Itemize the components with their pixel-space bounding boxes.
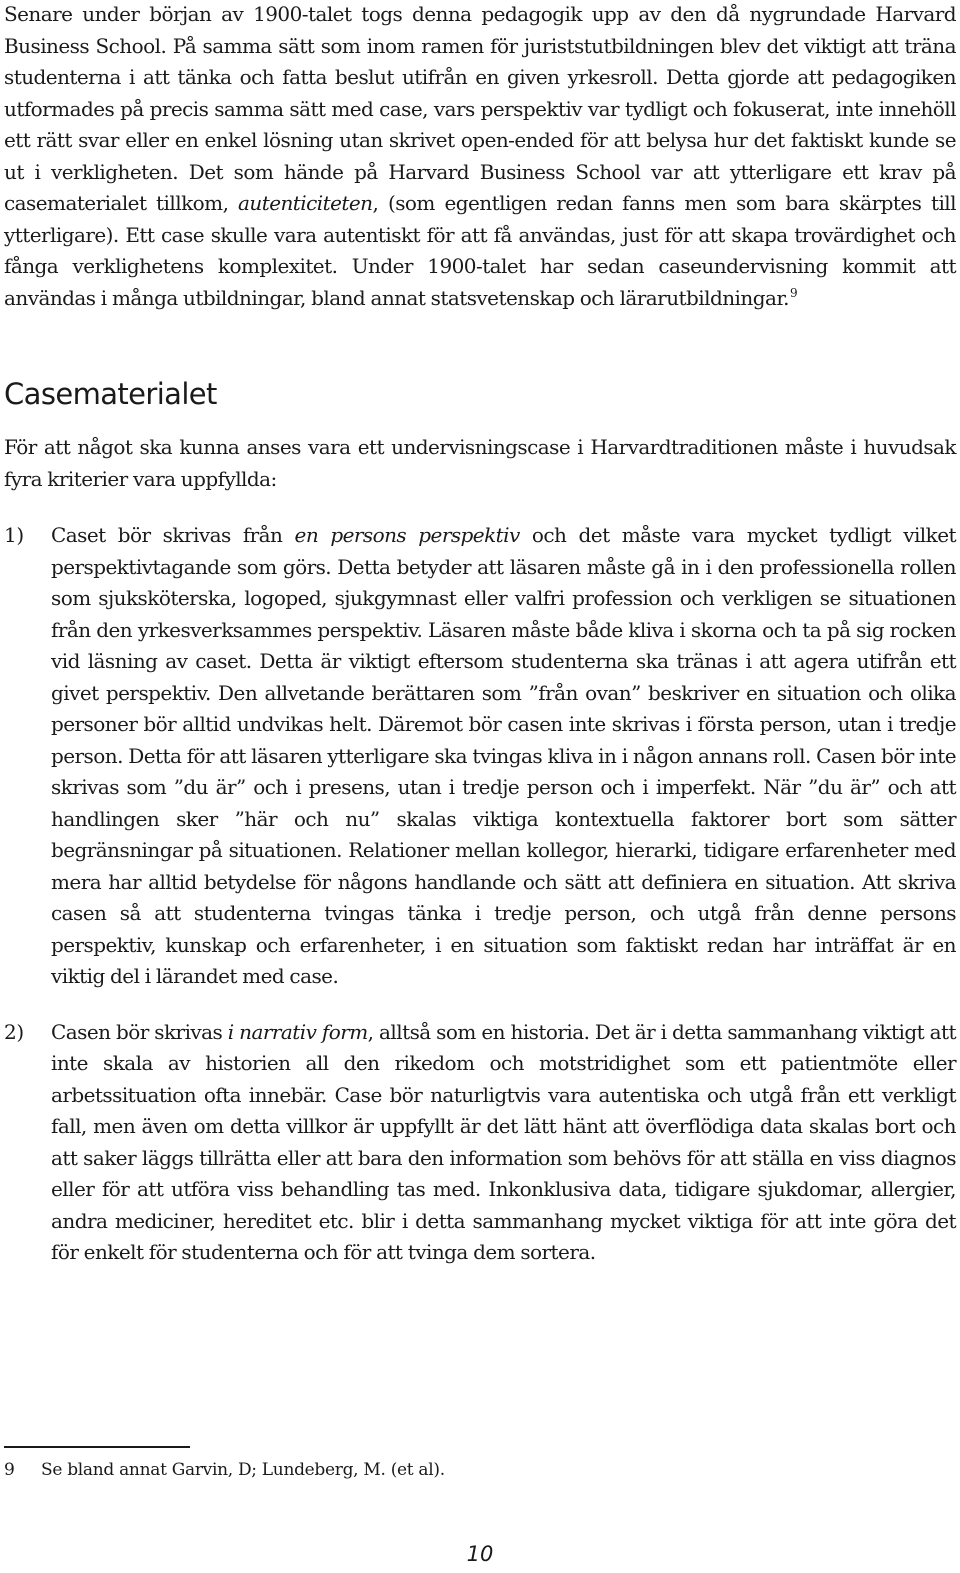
criteria-text-part-2: och det måste vara mycket tydligt vilket perspektivtagande som görs. Detta betyder att läsaren måste gå in i den professionella rollen som sjuksköterska, logoped, sjukgymnast eller valfri profession och verkligen se situationen från den yrkesverksammes perspektiv. Läsaren måste både kliva i skorna och ta på sig rocken vid läsning av caset. Detta är viktigt eftersom studenterna ska tränas i att agera utifrån ett givet perspektiv. Den allvetande berättaren som ”från ovan” beskriver en situation och olika personer bör alltid undvikas helt. Däremot bör casen inte skrivas i första person, utan i tredje person. Detta för att läsaren ytterligare ska tvingas kliva in i någon annans roll. Casen bör inte skrivas som ”du är” och i presens, utan i tredje person och i imperfekt. När ”du är” och att handlingen sker ”här och nu” skalas viktiga kontextuella faktorer bort som sätter begränsningar på situationen. Relationer mellan kollegor, hierarki, tidigare erfarenheter med mera har alltid betydelse för någons handlande och sätt att definiera en situation. Att skriva casen så att studenterna tvingas tänka i tredje person, och utgå från denne persons perspektiv, kunskap och erfarenheter, i en situation som faktiskt redan har inträffat är en viktig del i lärandet med case.: [51, 523, 956, 988]
intro-text-part-2: , (som egentligen redan fanns men som bara skärptes till ytterligare). Ett case skulle vara autentiskt för att få användas, just för att skapa trovärdighet och fånga verklighetens komplexitet. Under 1900-talet har sedan caseundervisning kommit att användas i många utbildningar, bland annat statsvetenskap och lärarutbildningar.: [4, 191, 956, 310]
intro-emphasis: autenticiteten: [238, 191, 373, 215]
page-number: 10: [466, 1542, 494, 1566]
footnote-reference[interactable]: 9: [789, 285, 798, 300]
criteria-emphasis: en persons perspektiv: [294, 523, 520, 547]
footnote-divider: [4, 1446, 190, 1448]
criteria-list: [4, 520, 956, 1269]
criteria-item: [4, 1017, 956, 1269]
intro-paragraph: [4, 0, 956, 314]
criteria-number: 2): [4, 1019, 24, 1044]
criteria-text-part-1: Caset bör skrivas från: [51, 523, 295, 547]
intro-text-part-1: Senare under början av 1900-talet togs denna pedagogik upp av den då nygrundade Harvard Business School. På samma sätt som inom ramen för juriststutbildningen blev det viktigt att träna studenterna i att tänka och fatta beslut utifrån en given yrkesroll. Detta gjorde att pedagogiken utformades på precis samma sätt med case, vars perspektiv var tydligt och fokuserat, inte innehöll ett rätt svar eller en enkel lösning utan skrivet open-ended för att belysa hur det faktiskt kunde se ut i verkligheten. Det som hände på Harvard Business School var att ytterligare ett krav på casematerialet tillkom,: [4, 2, 956, 215]
section-heading: Casematerialet: [4, 377, 217, 411]
criteria-text-part-2: , alltså som en historia. Det är i detta sammanhang viktigt att inte skala av historien all den rikedom och motstridighet som ett patientmöte eller arbetssituation ofta innebär. Case bör naturligtvis vara autentiska och utgå från ett verkligt fall, men även om detta villkor är uppfyllt är det lätt hänt att överflödiga data skalas bort och att saker läggs tillrätta eller att bara den information som behövs för att ställa en viss diagnos eller för att utföra viss behandling tas med. Inkonklusiva data, tidigare sjukdomar, allergier, andra mediciner, hereditet etc. blir i detta sammanhang mycket viktiga för att inte göra det för enkelt för studenterna och för att tvinga dem sortera.: [51, 1019, 956, 1264]
footnote: [4, 1458, 445, 1482]
footnote-text: Se bland annat Garvin, D; Lundeberg, M. (et al).: [41, 1460, 445, 1480]
criteria-text: [51, 1017, 956, 1269]
criteria-item: [4, 520, 956, 993]
section-lead-paragraph: För att något ska kunna anses vara ett undervisningscase i Harvardtraditionen måste i huvudsak fyra kriterier vara uppfyllda:: [4, 435, 956, 491]
criteria-text: [51, 520, 956, 993]
criteria-emphasis: i narrativ form: [227, 1019, 368, 1044]
criteria-text-part-1: Casen bör skrivas: [51, 1019, 228, 1044]
footnote-number: 9: [4, 1460, 15, 1480]
criteria-number: 1): [4, 523, 24, 547]
